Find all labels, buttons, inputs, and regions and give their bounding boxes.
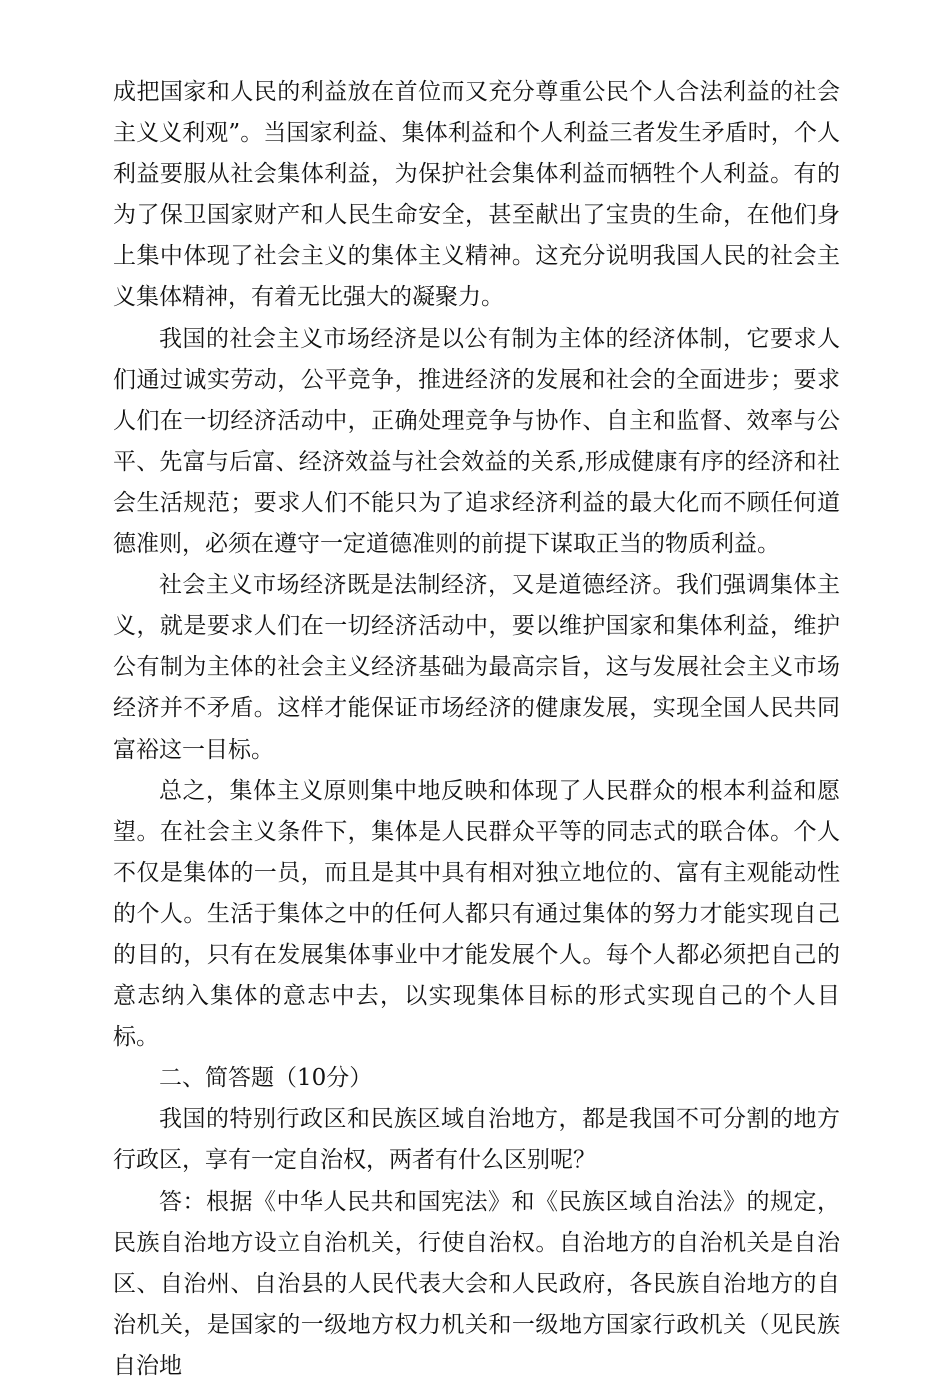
question-text: 我国的特别行政区和民族区域自治地方，都是我国不可分割的地方行政区，享有一定自治权，两者有什么区别呢？ [113,1106,840,1174]
paragraph-conclusion: 总之，集体主义原则集中地反映和体现了人民群众的根本利益和愿望。在社会主义条件下，集体是人民群众平等的同志式的联合体。个人不仅是集体的一员，而且是其中具有相对独立地位的、富有主观能动性的个人。生活于集体之中的任何人都只有通过集体的努力才能实现自己的目的，只有在发展集体事业中才能发展个人。每个人都必须把自己的意志纳入集体的意志中去，以实现集体目标的形式实现自己的个人目标。 [113,777,840,1051]
paragraph-market-economy: 我国的社会主义市场经济是以公有制为主体的经济体制，它要求人们通过诚实劳动，公平竞争，推进经济的发展和社会的全面进步；要求人们在一切经济活动中，正确处理竞争与协作、自主和监督、效率与公平、先富与后富、经济效益与社会效益的关系,形成健康有序的经济和社会生活规范；要求人们不能只为了追求经济利益的最大化而不顾任何道德准则，必须在遵守一定道德准则的前提下谋取正当的物质利益。 [113,325,840,558]
section-heading: 二、简答题（10分） [159,1065,373,1092]
document-page [113,72,840,1387]
answer-text: 答：根据《中华人民共和国宪法》和《民族区域自治法》的规定，民族自治地方设立自治机关，行使自治权。自治地方的自治机关是自治区、自治州、自治县的人民代表大会和人民政府，各民族自治地方的自治机关，是国家的一级地方权力机关和一级地方国家行政机关（见民族自治地 [113,1188,840,1379]
paragraph-rule-of-law: 社会主义市场经济既是法制经济，又是道德经济。我们强调集体主义，就是要求人们在一切经济活动中，要以维护国家和集体利益，维护公有制为主体的社会主义经济基础为最高宗旨，这与发展社会主义市场经济并不矛盾。这样才能保证市场经济的健康发展，实现全国人民共同富裕这一目标。 [113,572,840,763]
paragraph-continuation: 成把国家和人民的利益放在首位而又充分尊重公民个人合法利益的社会主义义利观”。当国家利益、集体利益和个人利益三者发生矛盾时，个人利益要服从社会集体利益，为保护社会集体利益而牺牲个人利益。有的为了保卫国家财产和人民生命安全，甚至献出了宝贵的生命，在他们身上集中体现了社会主义的集体主义精神。这充分说明我国人民的社会主义集体精神，有着无比强大的凝聚力。 [113,79,840,311]
